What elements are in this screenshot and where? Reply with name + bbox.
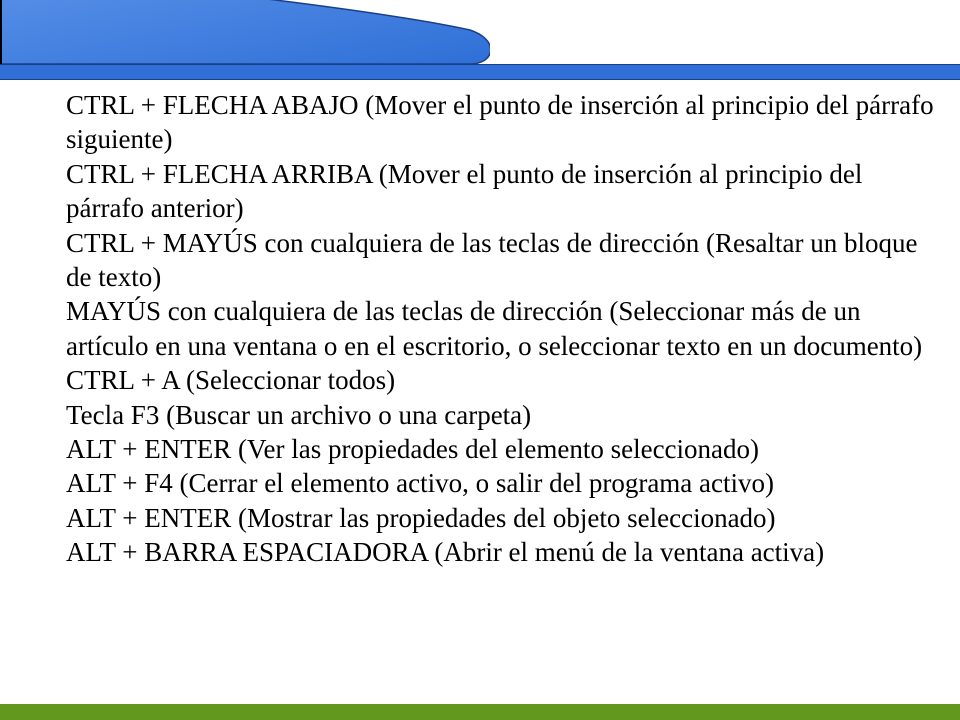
list-item: ALT + ENTER (Mostrar las propiedades del objeto seleccionado) <box>66 502 776 533</box>
list-item: CTRL + FLECHA ARRIBA (Mover el punto de inserción al principio del párrafo anterior) <box>66 158 863 224</box>
list-item: MAYÚS con cualquiera de las teclas de dirección (Seleccionar más de un artículo en una ventana o en el escritorio, o seleccionar texto en un documento) <box>66 296 923 361</box>
list-item: ALT + ENTER (Ver las propiedades del elemento seleccionado) <box>66 434 760 465</box>
shortcut-list <box>66 88 946 570</box>
list-item: ALT + F4 (Cerrar el elemento activo, o salir del programa activo) <box>66 468 774 499</box>
header-left-border <box>0 0 2 64</box>
list-item: CTRL + A (Seleccionar todos) <box>66 365 396 396</box>
list-item: CTRL + FLECHA ABAJO (Mover el punto de inserción al principio del párrafo siguiente) <box>66 90 934 155</box>
list-item: ALT + BARRA ESPACIADORA (Abrir el menú de la ventana activa) <box>66 537 825 568</box>
list-item: CTRL + MAYÚS con cualquiera de las teclas de dirección (Resaltar un bloque de texto) <box>66 227 918 293</box>
header-bar <box>0 64 960 80</box>
header-ellipse-decoration <box>0 0 490 64</box>
footer-bar <box>0 704 960 720</box>
list-item: Tecla F3 (Buscar un archivo o una carpeta) <box>66 399 532 430</box>
